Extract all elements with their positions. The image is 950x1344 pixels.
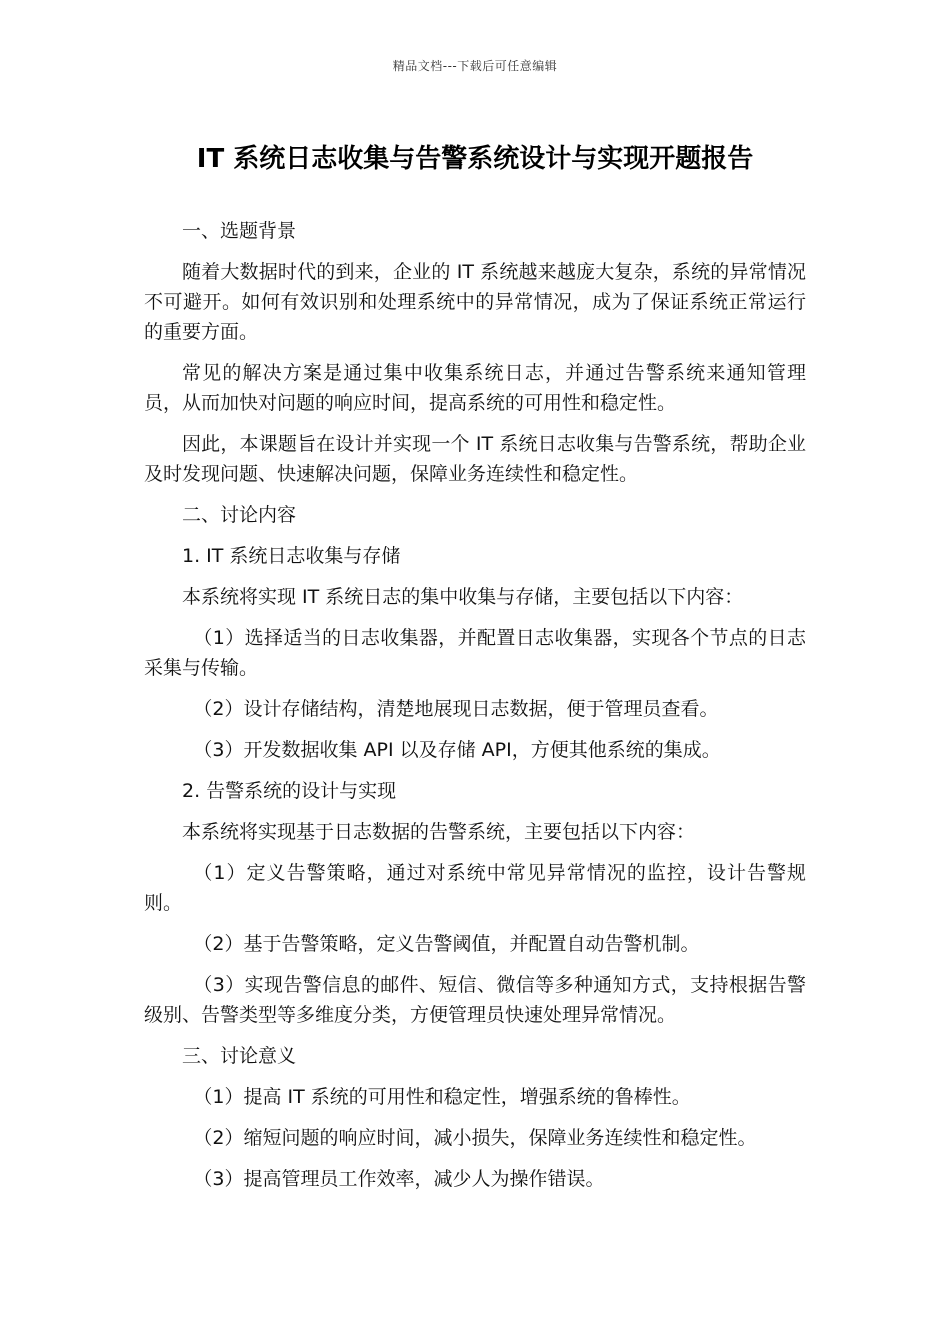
list-item: （2）缩短问题的响应时间，减小损失，保障业务连续性和稳定性。 — [193, 1127, 757, 1149]
section-heading-background: 一、选题背景 — [182, 220, 297, 242]
section-heading-content: 二、讨论内容 — [182, 504, 297, 526]
list-item: （3）实现告警信息的邮件、短信、微信等多种通知方式，支持根据告警级别、告警类型等多维度分类，方便管理员快速处理异常情况。 — [144, 974, 806, 1026]
section-heading-significance: 三、讨论意义 — [182, 1045, 297, 1067]
paragraph: 本系统将实现 IT 系统日志的集中收集与存储，主要包括以下内容： — [182, 586, 744, 608]
list-item: （1）提高 IT 系统的可用性和稳定性，增强系统的鲁棒性。 — [193, 1086, 691, 1108]
subsection-heading: 2. 告警系统的设计与实现 — [182, 780, 397, 802]
list-item: （2）设计存储结构，清楚地展现日志数据，便于管理员查看。 — [193, 698, 719, 720]
subsection-heading: 1. IT 系统日志收集与存储 — [182, 545, 401, 567]
document-body — [144, 216, 806, 1205]
paragraph: 常见的解决方案是通过集中收集系统日志，并通过告警系统来通知管理员，从而加快对问题的响应时间，提高系统的可用性和稳定性。 — [144, 362, 806, 414]
list-item: （1）定义告警策略，通过对系统中常见异常情况的监控，设计告警规则。 — [144, 862, 806, 914]
list-item: （3）提高管理员工作效率，减少人为操作错误。 — [193, 1168, 605, 1190]
list-item: （3）开发数据收集 API 以及存储 API，方便其他系统的集成。 — [193, 739, 721, 761]
paragraph: 因此，本课题旨在设计并实现一个 IT 系统日志收集与告警系统，帮助企业及时发现问题、快速解决问题，保障业务连续性和稳定性。 — [144, 433, 806, 485]
paragraph: 本系统将实现基于日志数据的告警系统，主要包括以下内容： — [182, 821, 696, 843]
paragraph: 随着大数据时代的到来，企业的 IT 系统越来越庞大复杂，系统的异常情况不可避开。如何有效识别和处理系统中的异常情况，成为了保证系统正常运行的重要方面。 — [144, 261, 806, 343]
list-item: （2）基于告警策略，定义告警阈值，并配置自动告警机制。 — [193, 933, 700, 955]
page-header: 精品文档---下载后可任意编辑 — [392, 59, 558, 73]
list-item: （1）选择适当的日志收集器，并配置日志收集器，实现各个节点的日志采集与传输。 — [144, 627, 806, 679]
document-title: IT 系统日志收集与告警系统设计与实现开题报告 — [196, 144, 754, 174]
